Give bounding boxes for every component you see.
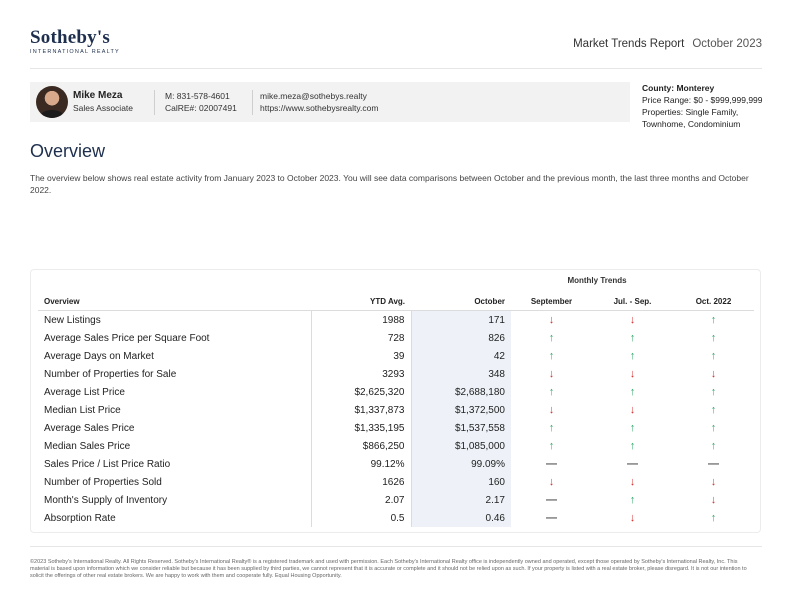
arrow-down-icon: ↓ (629, 512, 636, 524)
september-trend (511, 437, 592, 455)
september-trend (511, 347, 592, 365)
arrow-up-icon: ↑ (710, 422, 717, 434)
agent-website[interactable]: https://www.sothebysrealty.com (260, 103, 379, 113)
report-header (573, 38, 762, 50)
arrow-down-icon: ↓ (629, 476, 636, 488)
row-label: Average Sales Price (44, 422, 135, 434)
ytd-value: 1988 (311, 311, 411, 330)
jul-sep-trend (592, 383, 673, 401)
brand-name: Sotheby's (30, 27, 110, 48)
table-row (38, 383, 754, 401)
agent-role: Sales Associate (73, 103, 134, 113)
dash-icon: — (546, 494, 557, 506)
table-row (38, 509, 754, 527)
brand-logo (30, 28, 120, 55)
col-header-ytd: YTD Avg. (311, 292, 411, 311)
table-row (38, 365, 754, 383)
oct-2022-trend (673, 419, 754, 437)
agent-license: CalRE#: 02007491 (165, 103, 237, 113)
september-trend (511, 365, 592, 383)
oct-2022-trend (673, 437, 754, 455)
table-row (38, 437, 754, 455)
arrow-down-icon: ↓ (548, 404, 555, 416)
header-divider (30, 68, 762, 69)
col-header-september: September (511, 292, 592, 311)
overview-table (38, 292, 754, 527)
arrow-down-icon: ↓ (548, 314, 555, 326)
september-trend (511, 401, 592, 419)
agent-phone: M: 831-578-4601 (165, 91, 230, 101)
dash-icon: — (708, 458, 719, 470)
table-row (38, 311, 754, 330)
criteria-properties: Properties: Single Family, Townhome, Condominium (642, 107, 741, 129)
oct-2022-trend (673, 329, 754, 347)
arrow-up-icon: ↑ (710, 386, 717, 398)
agent-name: Mike Meza (73, 90, 123, 101)
table-row (38, 347, 754, 365)
arrow-down-icon: ↓ (629, 368, 636, 380)
row-label: Absorption Rate (44, 512, 116, 524)
oct-2022-trend (673, 473, 754, 491)
arrow-up-icon: ↑ (548, 350, 555, 362)
report-criteria (642, 82, 772, 130)
row-label: Sales Price / List Price Ratio (44, 458, 171, 470)
arrow-down-icon: ↓ (710, 476, 717, 488)
dash-icon: — (627, 458, 638, 470)
report-date: October 2023 (692, 38, 762, 50)
table-row (38, 419, 754, 437)
oct-2022-trend (673, 311, 754, 330)
jul-sep-trend (592, 365, 673, 383)
table-row (38, 329, 754, 347)
agent-email[interactable]: mike.meza@sothebys.realty (260, 91, 367, 101)
agent-divider (154, 90, 155, 115)
september-trend (511, 509, 592, 527)
ytd-value: 1626 (311, 473, 411, 491)
october-value: 826 (411, 329, 511, 347)
october-value: $1,537,558 (411, 419, 511, 437)
col-header-overview: Overview (38, 292, 311, 311)
ytd-value: $2,625,320 (311, 383, 411, 401)
september-trend (511, 329, 592, 347)
oct-2022-trend (673, 401, 754, 419)
table-header-row (38, 292, 754, 311)
oct-2022-trend (673, 509, 754, 527)
arrow-up-icon: ↑ (629, 332, 636, 344)
row-label: Number of Properties Sold (44, 476, 162, 488)
arrow-down-icon: ↓ (629, 404, 636, 416)
table-row (38, 455, 754, 473)
october-value: 171 (411, 311, 511, 330)
jul-sep-trend (592, 347, 673, 365)
jul-sep-trend (592, 491, 673, 509)
jul-sep-trend (592, 311, 673, 330)
agent-divider (252, 90, 253, 115)
table-row (38, 491, 754, 509)
arrow-down-icon: ↓ (629, 314, 636, 326)
dash-icon: — (546, 512, 557, 524)
october-value: 160 (411, 473, 511, 491)
col-header-october: October (411, 292, 511, 311)
arrow-up-icon: ↑ (710, 314, 717, 326)
footer-divider (30, 546, 762, 547)
arrow-up-icon: ↑ (548, 440, 555, 452)
arrow-down-icon: ↓ (710, 494, 717, 506)
october-value: 348 (411, 365, 511, 383)
ytd-value: 39 (311, 347, 411, 365)
row-label: Number of Properties for Sale (44, 368, 177, 380)
arrow-up-icon: ↑ (629, 422, 636, 434)
arrow-up-icon: ↑ (710, 332, 717, 344)
oct-2022-trend (673, 383, 754, 401)
arrow-down-icon: ↓ (548, 476, 555, 488)
ytd-value: 3293 (311, 365, 411, 383)
row-label: Average Sales Price per Square Foot (44, 332, 210, 344)
jul-sep-trend (592, 509, 673, 527)
agent-phone-license (165, 90, 237, 114)
ytd-value: $1,335,195 (311, 419, 411, 437)
october-value: 0.46 (411, 509, 511, 527)
jul-sep-trend (592, 455, 673, 473)
ytd-value: $1,337,873 (311, 401, 411, 419)
row-label: Median Sales Price (44, 440, 131, 452)
ytd-value: $866,250 (311, 437, 411, 455)
september-trend (511, 491, 592, 509)
arrow-up-icon: ↑ (710, 404, 717, 416)
row-label: Average List Price (44, 386, 125, 398)
ytd-value: 0.5 (311, 509, 411, 527)
criteria-county: County: Monterey (642, 83, 715, 93)
row-label: Month's Supply of Inventory (44, 494, 168, 506)
october-value: $1,372,500 (411, 401, 511, 419)
ytd-value: 728 (311, 329, 411, 347)
oct-2022-trend (673, 347, 754, 365)
oct-2022-trend (673, 491, 754, 509)
agent-avatar (36, 86, 68, 118)
agent-card (30, 82, 630, 122)
arrow-up-icon: ↑ (548, 332, 555, 344)
september-trend (511, 383, 592, 401)
september-trend (511, 473, 592, 491)
arrow-up-icon: ↑ (629, 494, 636, 506)
ytd-value: 99.12% (311, 455, 411, 473)
report-title: Market Trends Report (573, 38, 685, 50)
ytd-value: 2.07 (311, 491, 411, 509)
oct-2022-trend (673, 365, 754, 383)
arrow-up-icon: ↑ (710, 350, 717, 362)
arrow-up-icon: ↑ (548, 422, 555, 434)
legal-disclaimer: ©2023 Sotheby's International Realty. All Rights Reserved. Sotheby's International Realty® is a registered trademark and used with permission. Each Sotheby's International Realty office is independently owned and operated, except those operated by Sotheby's International Realty, Inc. This material is based upon information which we consider reliable but because it has been supplied by third parties, we cannot represent that it is accurate or complete and it should not be relied upon as such. If your property is listed with a real estate broker, please disregard. It is not our intention to solicit the offerings of other real estate brokers. We are happy to work with them and cooperate fully. Equal Housing Opportunity. (30, 559, 747, 579)
table-row (38, 401, 754, 419)
september-trend (511, 455, 592, 473)
row-label: Median List Price (44, 404, 121, 416)
table-body (38, 311, 754, 528)
arrow-up-icon: ↑ (629, 386, 636, 398)
arrow-up-icon: ↑ (710, 512, 717, 524)
brand-tagline: INTERNATIONAL REALTY (30, 49, 120, 55)
october-value: $1,085,000 (411, 437, 511, 455)
criteria-price-range: Price Range: $0 - $999,999,999 (642, 95, 763, 105)
row-label: New Listings (44, 314, 101, 326)
jul-sep-trend (592, 419, 673, 437)
october-value: 42 (411, 347, 511, 365)
october-value: 99.09% (411, 455, 511, 473)
overview-description: The overview below shows real estate activity from January 2023 to October 2023. You will see data comparisons between October and the previous month, the last three months and October 2022. (30, 173, 749, 195)
row-label: Average Days on Market (44, 350, 154, 362)
oct-2022-trend (673, 455, 754, 473)
arrow-up-icon: ↑ (710, 440, 717, 452)
arrow-down-icon: ↓ (710, 368, 717, 380)
jul-sep-trend (592, 401, 673, 419)
arrow-up-icon: ↑ (548, 386, 555, 398)
agent-contact (260, 90, 378, 114)
september-trend (511, 311, 592, 330)
september-trend (511, 419, 592, 437)
col-header-oct-2022: Oct. 2022 (673, 292, 754, 311)
table-row (38, 473, 754, 491)
jul-sep-trend (592, 437, 673, 455)
october-value: $2,688,180 (411, 383, 511, 401)
col-header-jul-sep: Jul. - Sep. (592, 292, 673, 311)
arrow-up-icon: ↑ (629, 440, 636, 452)
arrow-up-icon: ↑ (629, 350, 636, 362)
jul-sep-trend (592, 329, 673, 347)
arrow-down-icon: ↓ (548, 368, 555, 380)
monthly-trends-header: Monthly Trends (567, 276, 627, 285)
jul-sep-trend (592, 473, 673, 491)
october-value: 2.17 (411, 491, 511, 509)
dash-icon: — (546, 458, 557, 470)
overview-title: Overview (30, 141, 106, 161)
